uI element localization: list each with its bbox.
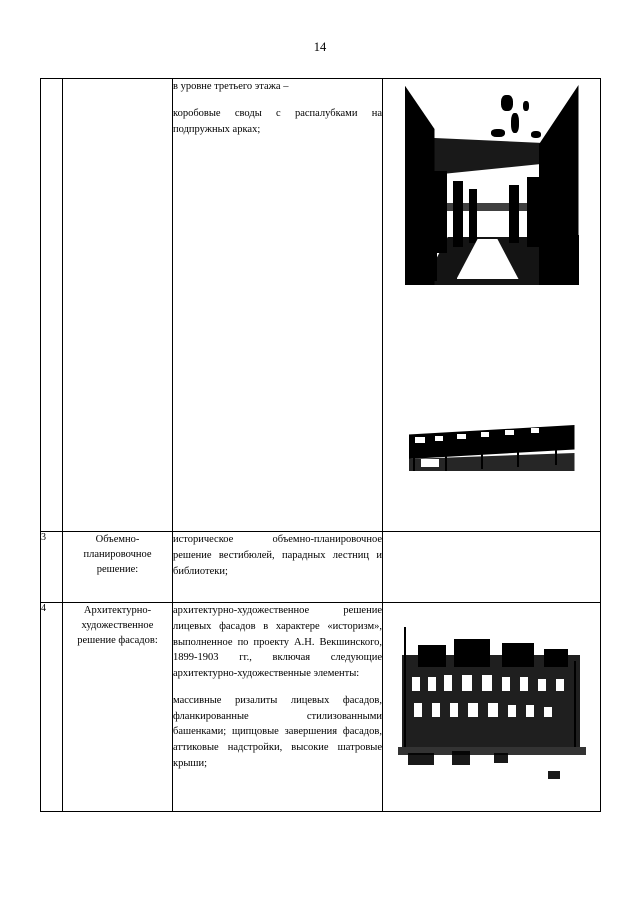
paragraph: в уровне третьего этажа – xyxy=(173,81,289,92)
row-number-cell: 3 xyxy=(41,532,63,603)
row-text-cell xyxy=(173,79,383,532)
photo-arched-passage xyxy=(405,85,579,285)
row-text-cell xyxy=(173,532,383,603)
paragraph: коробовые своды с распалубками на подпружных арках; xyxy=(173,107,382,135)
photo-facade-fragment xyxy=(405,299,579,495)
document-table xyxy=(40,78,601,812)
table-row xyxy=(41,79,601,532)
row-label-cell: Объемно-планировочное решение: xyxy=(63,532,173,603)
photo-historic-building xyxy=(398,621,586,791)
page-number: 14 xyxy=(313,40,327,54)
table-row xyxy=(41,532,601,603)
row-label-cell xyxy=(63,79,173,532)
paragraph: массивные ризалиты лицевых фасадов, фланкированные стилизованными башенками; щипцовые завершения фасадов, аттиковые надстройки, высокие шатровые крыши; xyxy=(173,694,382,769)
paragraph: историческое объемно-планировочное решение вестибюлей, парадных лестниц и библиотеки; xyxy=(173,534,382,577)
row-number-cell: 4 xyxy=(41,603,63,812)
row-image-cell xyxy=(383,603,601,812)
row-label-cell: Архитектурно-художественное решение фасадов: xyxy=(63,603,173,812)
table-row xyxy=(41,603,601,812)
row-image-cell xyxy=(383,79,601,532)
row-image-cell xyxy=(383,532,601,603)
row-text-cell xyxy=(173,603,383,812)
row-number-cell xyxy=(41,79,63,532)
paragraph: архитектурно-художественное решение лицевых фасадов в характере «историзм», выполненное по проекту А.Н. Векшинского, 1899-1903 гг., включая следующие архитектурно-художественные элементы: xyxy=(173,605,382,679)
